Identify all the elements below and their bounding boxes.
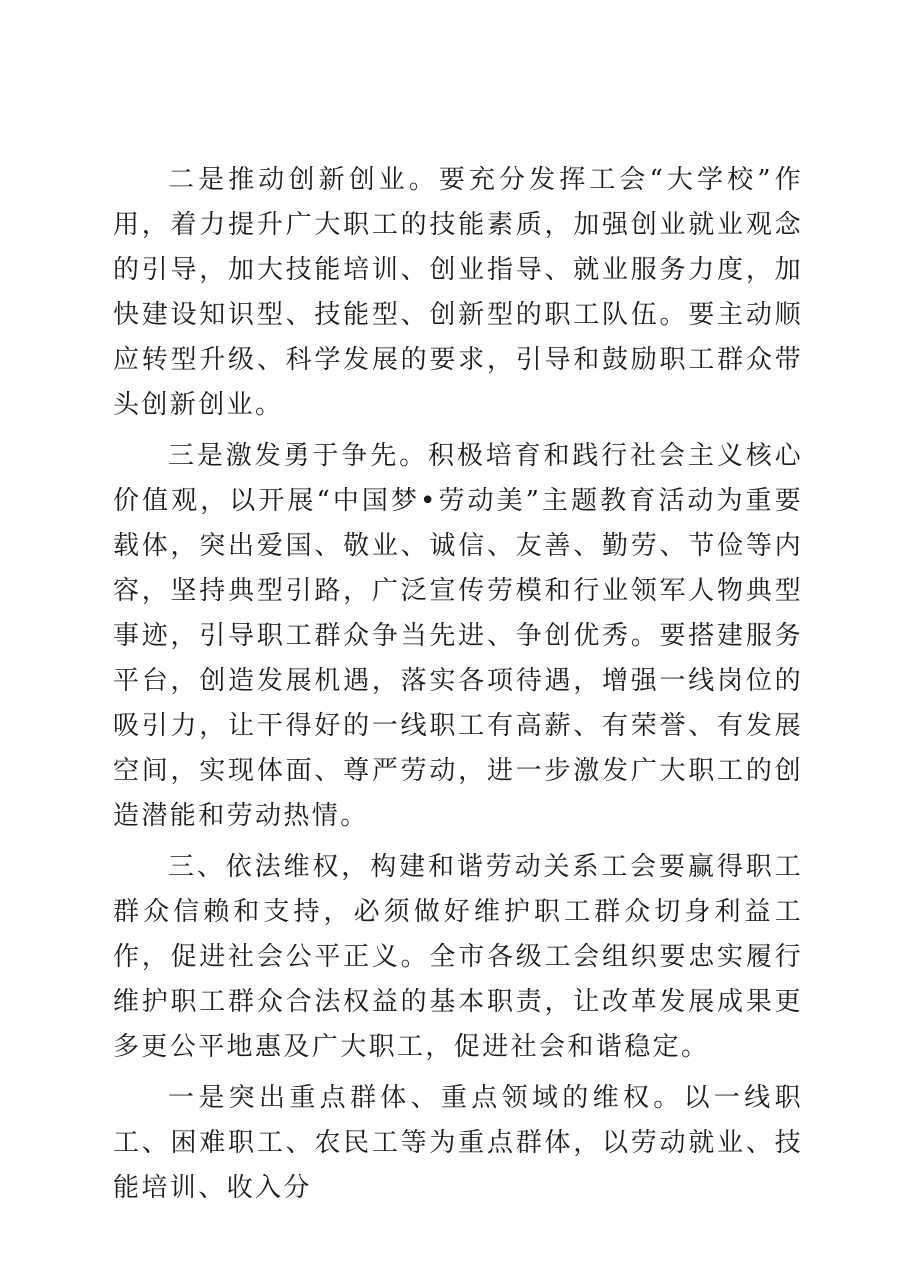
paragraph-rights-protection: 三、依法维权，构建和谐劳动关系工会要赢得职工群众信赖和支持，必须做好维护职工群众切身利益工作，促进社会公平正义。全市各级工会组织要忠实履行维护职工群众合法权益的基本职责，让改革发展成果更多更公平地惠及广大职工，促进社会和谐稳定。 — [113, 852, 803, 1062]
paragraph-innovation: 二是推动创新创业。要充分发挥工会“大学校”作用，着力提升广大职工的技能素质，加强创业就业观念的引导，加大技能培训、创业指导、就业服务力度，加快建设知识型、技能型、创新型的职工队伍。要主动顺应转型升级、科学发展的要求，引导和鼓励职工群众带头创新创业。 — [113, 165, 803, 420]
document-body — [113, 158, 803, 1217]
paragraph-excellence: 三是激发勇于争先。积极培育和践行社会主义核心价值观，以开展“中国梦•劳动美”主题教育活动为重要载体，突出爱国、敬业、诚信、友善、勤劳、节俭等内容，坚持典型引路，广泛宣传劳模和行业领军人物典型事迹，引导职工群众争当先进、争创优秀。要搭建服务平台，创造发展机遇，落实各项待遇，增强一线岗位的吸引力，让干得好的一线职工有高薪、有荣誉、有发展空间，实现体面、尊严劳动，进一步激发广大职工的创造潜能和劳动热情。 — [113, 441, 803, 831]
paragraph-key-groups: 一是突出重点群体、重点领域的维权。以一线职工、困难职工、农民工等为重点群体，以劳动就业、技能培训、收入分 — [113, 1083, 803, 1203]
